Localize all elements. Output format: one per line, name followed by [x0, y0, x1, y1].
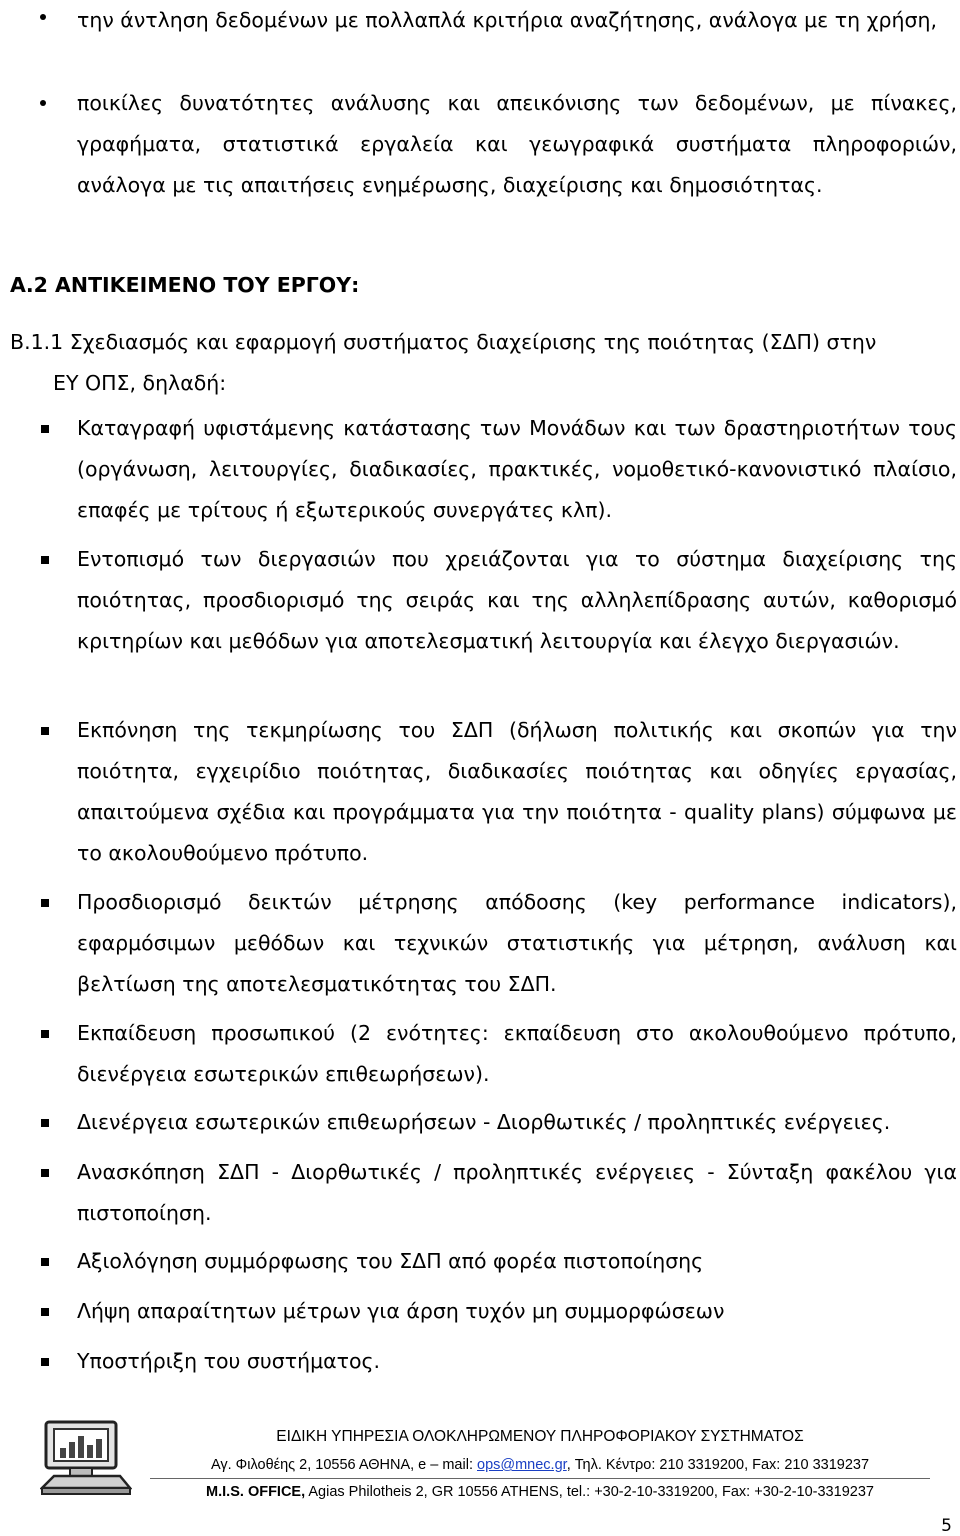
footer-agency-name: ΕΙΔΙΚΗ ΥΠΗΡΕΣΙΑ ΟΛΟΚΛΗΡΩΜΕΝΟΥ ΠΛΗΡΟΦΟΡΙΑΚΟΥ ΣΥΣΤΗΜΑΤΟΣ — [276, 1428, 804, 1445]
footer-address-prefix: Αγ. Φιλοθέης 2, 10556 ΑΘΗΝΑ, e – mail: — [210, 1457, 477, 1473]
bullet-square-icon — [41, 899, 49, 907]
list-item-text: Εκπόνηση της τεκμηρίωσης του ΣΔΠ (δήλωση πολιτικής και σκοπών για την ποιότητα, εγχειρίδιο ποιότητας, διαδικασίες ποιότητας και οδηγίες εργασίας, απαιτούμενα σχέδια και προγράμματα για την ποιότητα - quality plans) σύμφωνα με το ακολουθούμενο πρότυπο. — [77, 718, 957, 865]
intro-line-2: ΕΥ ΟΠΣ, δηλαδή: — [53, 371, 227, 395]
bullet-square-icon — [41, 1258, 49, 1266]
bullet-square-icon — [41, 556, 49, 564]
bullet-square-icon — [41, 1169, 49, 1177]
footer-english-org: M.I.S. OFFICE, — [206, 1484, 306, 1500]
section-heading: Α.2 ΑΝΤΙΚΕΙΜΕΝΟ ΤΟΥ ΕΡΓΟΥ: — [10, 273, 360, 297]
bullet-dot-icon — [40, 100, 46, 106]
footer-english-rest: Agias Philotheis 2, GR 10556 ATHENS, tel.: +30-2-10-3319200, Fax: +30-2-10-3319237 — [305, 1484, 874, 1500]
intro-paragraph — [10, 322, 956, 404]
footer-divider — [150, 1478, 930, 1479]
list-item-text: Εκπαίδευση προσωπικού (2 ενότητες: εκπαίδευση στο ακολουθούμενο πρότυπο, διενέργεια εσωτερικών επιθεωρήσεων). — [77, 1021, 957, 1086]
footer-address-suffix: , Τηλ. Κέντρο: 210 3319200, Fax: 210 3319237 — [566, 1457, 870, 1473]
intro-line-1: Β.1.1 Σχεδιασμός και εφαρμογή συστήματος διαχείρισης της ποιότητας (ΣΔΠ) στην — [10, 330, 877, 354]
bullet-square-icon — [41, 425, 49, 433]
bullet-square-icon — [41, 727, 49, 735]
list-item-text: Καταγραφή υφιστάμενης κατάστασης των Μονάδων και των δραστηριοτήτων τους (οργάνωση, λειτουργίες, διαδικασίες, πρακτικές, νομοθετικό-κανονιστικό πλαίσιο, επαφές με τρίτους ή εξωτερικούς συνεργάτες κλπ). — [77, 416, 957, 522]
bullet-square-icon — [41, 1030, 49, 1038]
list-item-text: Διενέργεια εσωτερικών επιθεωρήσεων - Διορθωτικές / προληπτικές ενέργειες. — [77, 1110, 891, 1134]
bullet-square-icon — [41, 1358, 49, 1366]
list-item-text: ποικίλες δυνατότητες ανάλυσης και απεικόνισης των δεδομένων, με πίνακες, γραφήματα, στατιστικά εργαλεία και γεωγραφικά συστήματα πληροφοριών, ανάλογα με τις απαιτήσεις ενημέρωσης, διαχείρισης και δημοσιότητας. — [77, 91, 957, 197]
list-item-text: Προσδιορισμό δεικτών μέτρησης απόδοσης (key performance indicators), εφαρμόσιμων μεθόδων και τεχνικών στατιστικής για μέτρηση, ανάλυση και βελτίωση της αποτελεσματικότητας του ΣΔΠ. — [77, 890, 957, 996]
footer-email-link[interactable]: ops@mnec.gr — [477, 1457, 567, 1473]
page-number: 5 — [941, 1516, 952, 1536]
footer-english-address — [0, 1482, 960, 1502]
bullet-square-icon — [41, 1308, 49, 1316]
list-item-text: την άντληση δεδομένων με πολλαπλά κριτήρια αναζήτησης, ανάλογα με τη χρήση, — [77, 8, 937, 32]
list-item-text: Αξιολόγηση συμμόρφωσης του ΣΔΠ από φορέα πιστοποίησης — [77, 1249, 704, 1273]
list-item-text: Εντοπισμό των διεργασιών που χρειάζονται για το σύστημα διαχείρισης της ποιότητας, προσδιορισμό της σειράς και της αλληλεπίδρασης αυτών, καθορισμό κριτηρίων και μεθόδων για αποτελεσματική λειτουργία και έλεγχο διεργασιών. — [77, 547, 957, 653]
list-item-text: Λήψη απαραίτητων μέτρων για άρση τυχόν μη συμμορφώσεων — [77, 1299, 725, 1323]
list-item-text: Ανασκόπηση ΣΔΠ - Διορθωτικές / προληπτικές ενέργειες - Σύνταξη φακέλου για πιστοποίηση. — [77, 1160, 957, 1225]
bullet-square-icon — [41, 1119, 49, 1127]
footer-address — [0, 1455, 960, 1475]
bullet-dot-icon — [40, 14, 46, 20]
list-item-text: Υποστήριξη του συστήματος. — [77, 1349, 381, 1373]
